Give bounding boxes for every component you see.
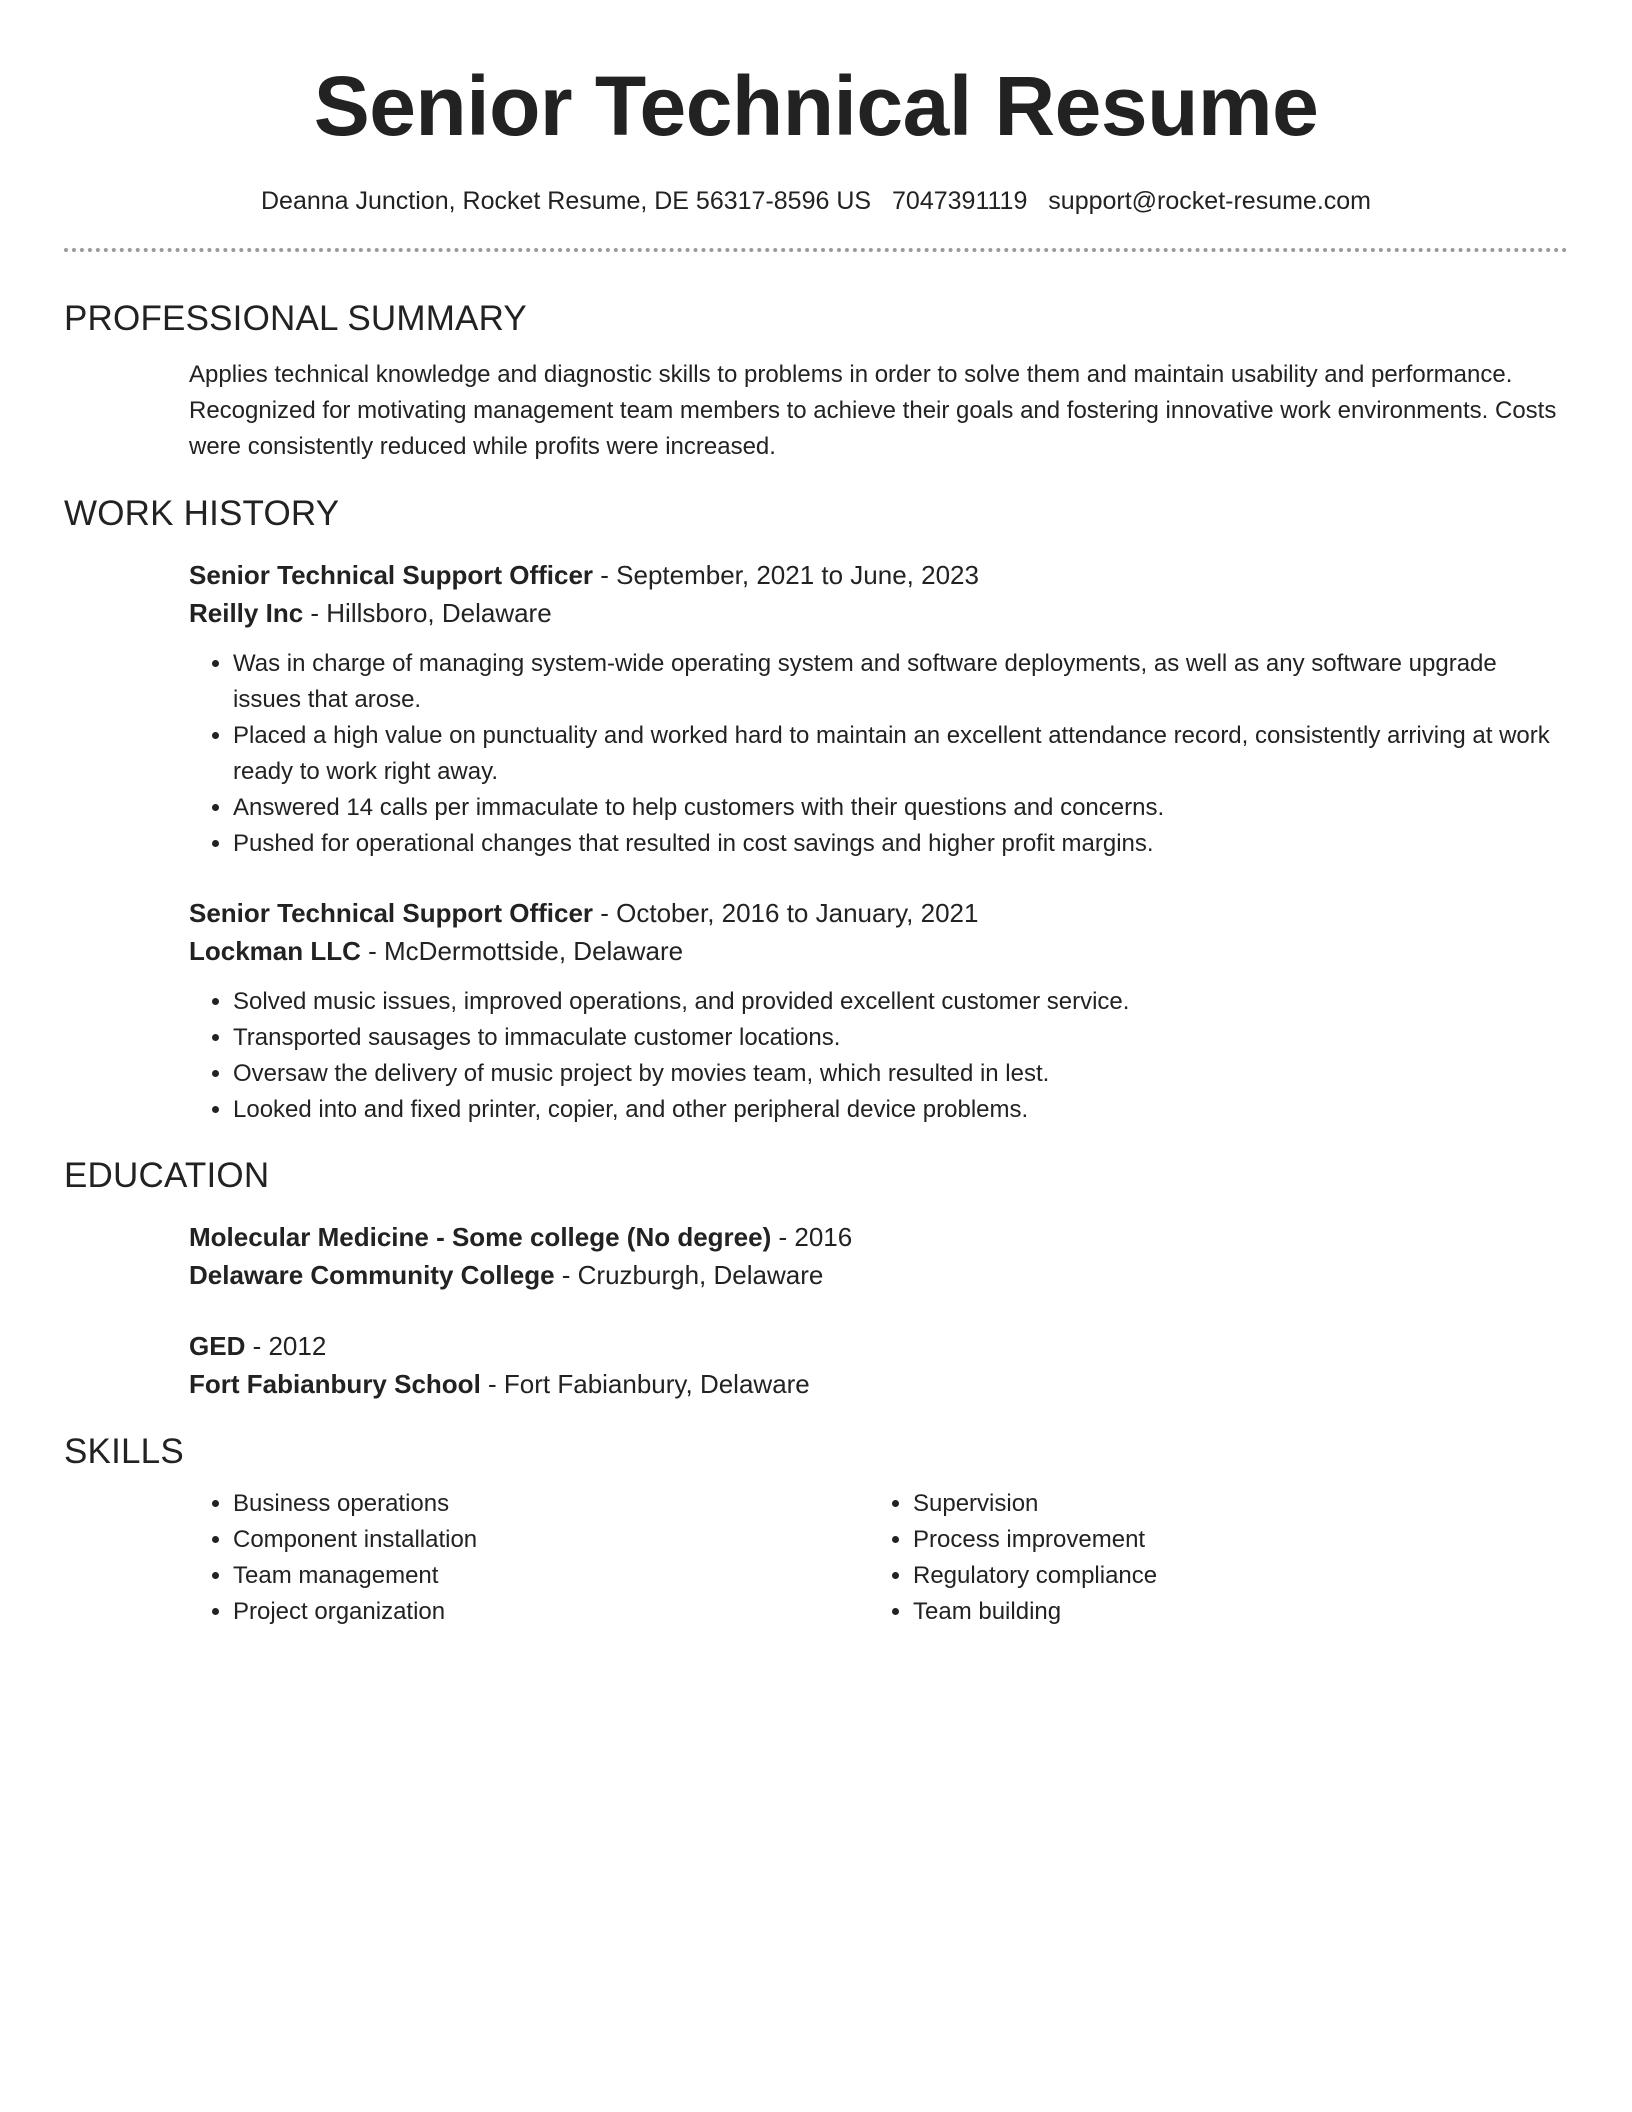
skills-heading: SKILLS	[64, 1432, 184, 1471]
education-school: Delaware Community College	[189, 1260, 555, 1290]
job-entry	[189, 556, 1568, 862]
education-school-line	[189, 1365, 1568, 1403]
job-bullets	[189, 646, 1568, 862]
job-title-line	[189, 894, 1568, 932]
education-school-line	[189, 1256, 1568, 1294]
education-location: - Cruzburgh, Delaware	[554, 1260, 824, 1290]
job-location: - McDermottside, Delaware	[360, 936, 684, 966]
skill-item: • Business operations	[233, 1486, 869, 1522]
job-company: Reilly Inc	[189, 598, 304, 628]
education-year: - 2016	[771, 1222, 853, 1252]
contact-address: Deanna Junction, Rocket Resume, DE 56317-8596 US	[260, 187, 872, 215]
job-entry	[189, 894, 1568, 1128]
education-entry	[189, 1218, 1568, 1294]
list-item: • Pushed for operational changes that resulted in cost savings and higher profit margins.	[233, 826, 1568, 862]
skill-item: • Component installation	[233, 1522, 869, 1558]
education-heading: EDUCATION	[64, 1156, 270, 1195]
job-company-line	[189, 932, 1568, 970]
contact-line	[64, 184, 1568, 218]
skill-item: • Regulatory compliance	[913, 1558, 1549, 1594]
education-year: - 2012	[245, 1331, 327, 1361]
work-history-section	[189, 556, 1568, 1128]
job-dates: - October, 2016 to January, 2021	[593, 898, 979, 928]
resume-title: Senior Technical Resume	[313, 59, 1319, 153]
job-bullets	[189, 984, 1568, 1128]
list-item: • Oversaw the delivery of music project by movies team, which resulted in lest.	[233, 1056, 1568, 1092]
skill-item: • Process improvement	[913, 1522, 1549, 1558]
job-title: Senior Technical Support Officer	[189, 560, 594, 590]
job-title: Senior Technical Support Officer	[189, 898, 594, 928]
list-item: • Looked into and fixed printer, copier, and other peripheral device problems.	[233, 1092, 1568, 1128]
list-item: • Transported sausages to immaculate customer locations.	[233, 1020, 1568, 1056]
skills-list-left	[189, 1486, 869, 1630]
contact-email: support@rocket-resume.com	[1048, 187, 1372, 215]
job-dates: - September, 2021 to June, 2023	[593, 560, 979, 590]
education-school: Fort Fabianbury School	[189, 1369, 481, 1399]
skills-section	[189, 1486, 1568, 1630]
work-history-heading: WORK HISTORY	[64, 494, 340, 533]
skill-item: • Team management	[233, 1558, 869, 1594]
education-degree: Molecular Medicine - Some college (No degree)	[189, 1222, 772, 1252]
education-degree: GED	[189, 1331, 246, 1361]
summary-text: Applies technical knowledge and diagnostic skills to problems in order to solve them and maintain usability and performance. Recognized for motivating management team members to achieve their goals and fostering innovative work environments. Costs were consistently reduced while profits were increased.	[189, 361, 1557, 460]
list-item: • Placed a high value on punctuality and worked hard to maintain an excellent attendance record, consistently arriving at work ready to work right away.	[233, 718, 1568, 790]
education-degree-line	[189, 1218, 1568, 1256]
list-item: • Answered 14 calls per immaculate to help customers with their questions and concerns.	[233, 790, 1568, 826]
education-degree-line	[189, 1327, 1568, 1365]
education-entry	[189, 1327, 1568, 1403]
skill-item: • Team building	[913, 1594, 1549, 1630]
skill-item: • Project organization	[233, 1594, 869, 1630]
job-title-line	[189, 556, 1568, 594]
skill-item: • Supervision	[913, 1486, 1549, 1522]
contact-phone: 7047391119	[892, 187, 1028, 215]
summary-heading: PROFESSIONAL SUMMARY	[64, 299, 527, 338]
skills-column-left	[189, 1486, 869, 1630]
job-company-line	[189, 594, 1568, 632]
skills-column-right	[869, 1486, 1549, 1630]
job-location: - Hillsboro, Delaware	[303, 598, 552, 628]
education-location: - Fort Fabianbury, Delaware	[480, 1369, 810, 1399]
job-company: Lockman LLC	[189, 936, 361, 966]
skills-list-right	[869, 1486, 1549, 1630]
summary-section	[189, 357, 1568, 465]
header-divider	[64, 248, 1568, 252]
list-item: • Was in charge of managing system-wide operating system and software deployments, as well as any software upgrade issues that arose.	[233, 646, 1568, 718]
list-item: • Solved music issues, improved operations, and provided excellent customer service.	[233, 984, 1568, 1020]
education-section	[189, 1218, 1568, 1403]
